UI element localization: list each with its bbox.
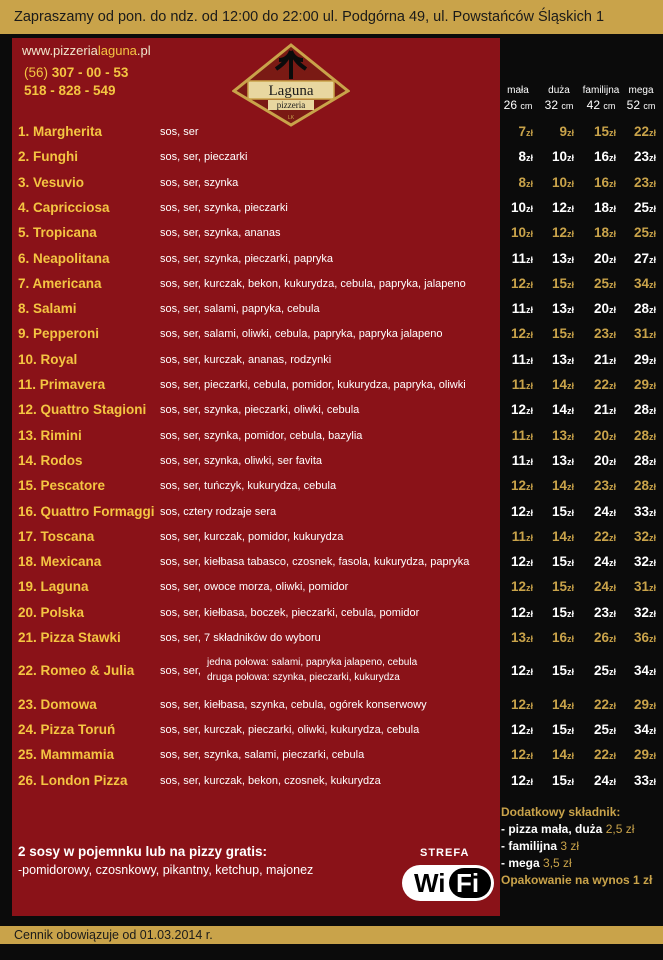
pizza-ingredients: sos, ser, 7 składników do wyboru: [160, 632, 321, 644]
pizza-price: 22zł: [633, 124, 656, 139]
wifi-zone-label: STREFA: [420, 847, 470, 859]
pizza-price: 13zł: [551, 427, 574, 443]
pizza-row: [0, 527, 663, 551]
website-link[interactable]: [22, 43, 151, 58]
pizza-price: 28zł: [633, 478, 656, 494]
pizza-price: 15zł: [551, 579, 574, 595]
logo-subtitle: pizzeria: [276, 100, 306, 110]
pizza-price: 20zł: [593, 452, 616, 468]
pizza-price: 13zł: [551, 250, 574, 266]
pizza-name: 1. Margherita: [18, 124, 103, 139]
pizza-price: 25zł: [593, 721, 616, 737]
pizza-price: 28zł: [633, 301, 656, 317]
pizza-price: 15zł: [551, 663, 574, 679]
pizza-name: 7. Americana: [18, 275, 102, 291]
pizza-price: 25zł: [633, 225, 656, 241]
pizza-price: 11zł: [511, 351, 533, 367]
price-list-validity: Cennik obowiązuje od 01.03.2014 r.: [0, 926, 663, 944]
pizza-price: 24zł: [593, 579, 616, 595]
pizza-price: 34zł: [633, 663, 656, 679]
pizza-price: 12zł: [510, 696, 533, 712]
pizza-ingredients: sos, ser, salami, oliwki, cebula, papryka, papryka jalapeno: [160, 328, 443, 341]
pizza-price: 15zł: [551, 275, 574, 291]
laguna-logo: [232, 43, 350, 127]
pizza-price: 10zł: [510, 199, 533, 215]
logo-mark: LK: [287, 115, 295, 121]
pizza-price: 15zł: [551, 503, 574, 519]
pizza-price: 29zł: [633, 696, 656, 712]
extras-line-text: - familijna: [501, 839, 558, 853]
pizza-name: 24. Pizza Toruń: [18, 721, 116, 737]
pizza-ingredients: sos, ser: [160, 126, 199, 138]
pizza-ingredients: sos, ser,: [160, 665, 201, 678]
pizza-ingredients: sos, ser, kiełbasa, boczek, pieczarki, cebula, pomidor: [160, 606, 420, 619]
pizza-price: 20zł: [593, 301, 616, 317]
size-diameter: 26 cm: [503, 98, 533, 112]
pizza-ingredients: sos, ser, salami, papryka, cebula: [160, 303, 320, 316]
pizza-name: 12. Quattro Stagioni: [18, 402, 147, 418]
pizza-price: 10zł: [551, 149, 574, 165]
pizza-name: 25. Mammamia: [18, 747, 115, 763]
pizza-ingredients: sos, ser, szynka, pieczarki, oliwki, cebula: [160, 404, 360, 417]
pizza-price: 31zł: [633, 579, 656, 595]
pizza-price: 34zł: [633, 721, 656, 737]
pizza-price: 8zł: [518, 149, 533, 165]
size-header: [498, 84, 538, 113]
extras-line-mega: [501, 856, 663, 870]
pizza-ingredients: sos, ser, szynka, pomidor, cebula, bazylia: [160, 429, 363, 442]
phone-number-2[interactable]: 518 - 828 - 549: [24, 83, 116, 98]
pizza-row: [0, 122, 663, 146]
pizza-price: 36zł: [633, 630, 656, 645]
pizza-price: 15zł: [551, 554, 574, 570]
pizza-ingredients: sos, ser, kurczak, pomidor, kukurydza: [160, 530, 344, 543]
pizza-price: 10zł: [551, 174, 574, 190]
pizza-price: 23zł: [633, 149, 656, 165]
pizza-row: [0, 502, 663, 526]
pizza-ingredients: sos, ser, kurczak, bekon, czosnek, kukurydza: [160, 774, 381, 787]
size-header: [621, 84, 661, 113]
pizza-price: 13zł: [551, 351, 574, 367]
pizza-price: 14zł: [551, 402, 574, 418]
pizza-price: 11zł: [511, 452, 533, 468]
pizza-price: 24zł: [593, 503, 616, 519]
pizza-price: 11zł: [511, 377, 533, 392]
pizza-name: 16. Quattro Formaggi: [18, 503, 155, 519]
pizza-price: 31zł: [633, 326, 656, 342]
pizza-price: 24zł: [593, 772, 616, 788]
pizza-row: [0, 476, 663, 500]
pizza-name: 23. Domowa: [18, 696, 97, 712]
size-diameter: 42 cm: [586, 98, 616, 112]
pizza-ingredients: sos, ser, szynka, pieczarki: [160, 201, 288, 214]
pizza-price: 28zł: [633, 427, 656, 443]
logo-name: Laguna: [268, 83, 314, 99]
pizza-price: 15zł: [551, 772, 574, 788]
pizza-price: 23zł: [593, 604, 616, 620]
pizza-price: 23zł: [633, 174, 656, 190]
pizza-name: 6. Neapolitana: [18, 250, 110, 266]
phone-prefix: (56): [24, 65, 49, 80]
pizza-name: 18. Mexicana: [18, 554, 102, 570]
pizza-row: [0, 350, 663, 374]
extra-topping-prices: [501, 805, 663, 887]
pizza-price: 13zł: [551, 301, 574, 317]
pizza-row: [0, 603, 663, 627]
pizza-price: 12zł: [510, 326, 533, 342]
pizza-row: [0, 577, 663, 601]
size-header: [581, 84, 621, 113]
website-prefix: www.pizzeria: [22, 43, 98, 58]
extras-line-price: 3,5 zł: [543, 856, 572, 870]
pizza-price: 14zł: [551, 747, 574, 763]
pizza-name: 9. Pepperoni: [18, 326, 100, 342]
pizza-price: 16zł: [551, 630, 574, 645]
packaging-fee: Opakowanie na wynos 1 zł: [501, 873, 653, 887]
pizza-price: 34zł: [633, 275, 656, 291]
pizza-price: 22zł: [593, 377, 616, 392]
pizza-price: 15zł: [551, 326, 574, 342]
pizza-price: 10zł: [510, 225, 533, 241]
pizza-price: 14zł: [551, 528, 574, 544]
pizza-ingredients: sos, ser, szynka: [160, 176, 239, 189]
pizza-price: 11zł: [511, 301, 533, 317]
pizza-price: 18zł: [593, 199, 616, 215]
size-diameter: 32 cm: [544, 98, 574, 112]
pizza-price: 22zł: [593, 696, 616, 712]
extras-line-text: - mega: [501, 856, 540, 870]
pizza-row: [0, 249, 663, 273]
pizza-price: 12zł: [510, 579, 533, 595]
pizza-price: 21zł: [593, 402, 616, 418]
pizza-price: 12zł: [510, 275, 533, 291]
pizza-ingredients: sos, ser, kurczak, ananas, rodzynki: [160, 353, 332, 366]
pizza-name: 10. Royal: [18, 351, 78, 367]
pizza-price: 14zł: [551, 478, 574, 494]
pizza-price: 18zł: [593, 225, 616, 241]
pizza-row: [0, 198, 663, 222]
pizza-ingredients: sos, ser, kurczak, bekon, kukurydza, cebula, papryka, jalapeno: [160, 277, 466, 290]
pizza-half-first: jedna połowa: salami, papryka jalapeno, cebula: [207, 657, 418, 669]
extras-line-text: - pizza mała, duża: [501, 822, 603, 836]
pizza-name: 21. Pizza Stawki: [18, 630, 121, 645]
pizza-name: 3. Vesuvio: [18, 174, 85, 190]
extras-line-price: 2,5 zł: [605, 822, 635, 836]
pizza-price: 23zł: [593, 478, 616, 494]
pizza-name: 15. Pescatore: [18, 478, 106, 494]
pizza-price: 20zł: [593, 250, 616, 266]
pizza-price: 13zł: [510, 630, 533, 645]
size-label: mega: [628, 85, 654, 96]
pizza-price: 26zł: [593, 630, 616, 645]
pizza-price: 12zł: [510, 503, 533, 519]
pizza-price: 29zł: [633, 377, 656, 392]
extras-title: Dodatkowy składnik:: [501, 805, 621, 819]
pizza-ingredients: sos, ser, szynka, salami, pieczarki, cebula: [160, 749, 365, 762]
pizza-price: 20zł: [593, 427, 616, 443]
extras-line-small-large: [501, 822, 663, 836]
pizza-price: 21zł: [593, 351, 616, 367]
wifi-fi-text: Fi: [456, 868, 480, 898]
pizza-price: 12zł: [510, 772, 533, 788]
pizza-row: [0, 299, 663, 323]
pizza-price: 13zł: [551, 452, 574, 468]
pizza-name: 8. Salami: [18, 301, 77, 317]
pizza-price: 12zł: [510, 663, 533, 679]
pizza-ingredients: sos, ser, pieczarki, cebula, pomidor, kukurydza, papryka, oliwki: [160, 379, 466, 391]
pizza-price: 12zł: [510, 721, 533, 737]
pizza-price: 7zł: [518, 124, 533, 139]
pizza-name: 11. Primavera: [18, 377, 106, 392]
pizza-row: [0, 451, 663, 475]
pizza-ingredients: sos, ser, szynka, pieczarki, papryka: [160, 252, 334, 265]
pizza-name: 17. Toscana: [18, 528, 95, 544]
pizza-ingredients: sos, ser, szynka, oliwki, ser favita: [160, 454, 322, 467]
pizza-price: 25zł: [593, 663, 616, 679]
pizza-price: 24zł: [593, 554, 616, 570]
wifi-icon: [402, 865, 494, 901]
pizza-price: 22zł: [593, 747, 616, 763]
pizza-name: 14. Rodos: [18, 452, 83, 468]
pizza-price: 9zł: [559, 124, 574, 139]
pizza-name: 22. Romeo & Julia: [18, 663, 135, 679]
pizza-price: 15zł: [551, 721, 574, 737]
pizza-price: 25zł: [593, 275, 616, 291]
pizza-row: [0, 771, 663, 795]
pizza-row: [0, 653, 663, 694]
pizza-name: 2. Funghi: [18, 149, 78, 165]
pizza-price: 29zł: [633, 351, 656, 367]
pizza-name: 5. Tropicana: [18, 225, 97, 241]
pizza-price: 11zł: [511, 250, 533, 266]
pizza-row: [0, 628, 663, 652]
pizza-price: 8zł: [518, 174, 533, 190]
pizza-ingredients: sos, ser, kurczak, pieczarki, oliwki, kukurydza, cebula: [160, 723, 420, 736]
pizza-price: 32zł: [633, 554, 656, 570]
sauces-list: -pomidorowy, czosnkowy, pikantny, ketchup, majonez: [18, 863, 314, 877]
pizza-price: 14zł: [551, 377, 574, 392]
pizza-ingredients: sos, cztery rodzaje sera: [160, 505, 277, 518]
pizza-name: 26. London Pizza: [18, 772, 128, 788]
pizza-price: 12zł: [510, 478, 533, 494]
pizza-row: [0, 745, 663, 769]
pizza-price: 23zł: [593, 326, 616, 342]
pizza-ingredients: sos, ser, tuńczyk, kukurydza, cebula: [160, 480, 337, 493]
pizza-ingredients: sos, ser, szynka, ananas: [160, 227, 281, 240]
pizza-row: [0, 173, 663, 197]
pizza-price: 28zł: [633, 402, 656, 418]
pizza-price: 11zł: [511, 528, 533, 544]
opening-hours-banner: Zapraszamy od pon. do ndz. od 12:00 do 22:00 ul. Podgórna 49, ul. Powstańców Śląskich 1: [0, 0, 663, 34]
pizza-price: 15zł: [551, 604, 574, 620]
pizza-price: 33zł: [633, 772, 656, 788]
pizza-price: 12zł: [551, 199, 574, 215]
pizza-price: 33zł: [633, 503, 656, 519]
pizza-row: [0, 324, 663, 348]
pizza-row: [0, 400, 663, 424]
website-suffix: .pl: [136, 43, 151, 58]
pizza-price: 12zł: [510, 554, 533, 570]
pizza-row: [0, 147, 663, 171]
size-diameter: 52 cm: [626, 98, 656, 112]
pizza-price: 12zł: [510, 747, 533, 763]
pizza-price: 12zł: [510, 402, 533, 418]
pizza-price: 25zł: [633, 199, 656, 215]
pizza-name: 19. Laguna: [18, 579, 89, 595]
sauces-title: 2 sosy w pojemnku lub na pizzy gratis:: [18, 844, 268, 859]
pizza-ingredients: sos, ser, kiełbasa tabasco, czosnek, fasola, kukurydza, papryka: [160, 556, 470, 569]
pizza-price: 15zł: [593, 124, 616, 139]
pizza-price: 28zł: [633, 452, 656, 468]
pizza-ingredients: sos, ser, kiełbasa, szynka, cebula, ogórek konserwowy: [160, 698, 427, 711]
size-header: [539, 84, 579, 113]
wifi-wi-text: Wi: [414, 868, 446, 898]
pizza-row: [0, 375, 663, 399]
pizza-price: 16zł: [593, 174, 616, 190]
pizza-price: 12zł: [510, 604, 533, 620]
size-label: familijna: [582, 85, 620, 96]
pizza-ingredients: sos, ser, owoce morza, oliwki, pomidor: [160, 581, 349, 594]
pizza-name: 20. Polska: [18, 604, 85, 620]
pizza-row: [0, 720, 663, 744]
pizza-ingredients: sos, ser, pieczarki: [160, 151, 248, 164]
pizza-price: 14zł: [551, 696, 574, 712]
phone-1-digits: 307 - 00 - 53: [51, 65, 129, 80]
pizza-row: [0, 426, 663, 450]
pizza-name: 13. Rimini: [18, 427, 82, 443]
pizza-price: 22zł: [593, 528, 616, 544]
pizza-price: 12zł: [551, 225, 574, 241]
pizza-row: [0, 552, 663, 576]
pizza-row: [0, 695, 663, 719]
size-label: mała: [507, 85, 529, 96]
pizza-name: 4. Capricciosa: [18, 199, 110, 215]
extras-line-price: 3 zł: [560, 839, 580, 853]
website-brand: laguna: [97, 43, 137, 58]
pizza-row: [0, 223, 663, 247]
pizza-price: 11zł: [511, 427, 533, 443]
size-label: duża: [548, 85, 570, 96]
pizza-price: 32zł: [633, 528, 656, 544]
extras-line-family: [501, 839, 663, 853]
pizza-price: 29zł: [633, 747, 656, 763]
pizza-row: [0, 274, 663, 298]
phone-number-1[interactable]: [24, 65, 128, 80]
pizza-price: 16zł: [593, 149, 616, 165]
pizza-half-second: druga połowa: szynka, pieczarki, kukurydza: [207, 672, 400, 684]
pizza-price: 27zł: [633, 250, 656, 266]
pizza-price: 32zł: [633, 604, 656, 620]
